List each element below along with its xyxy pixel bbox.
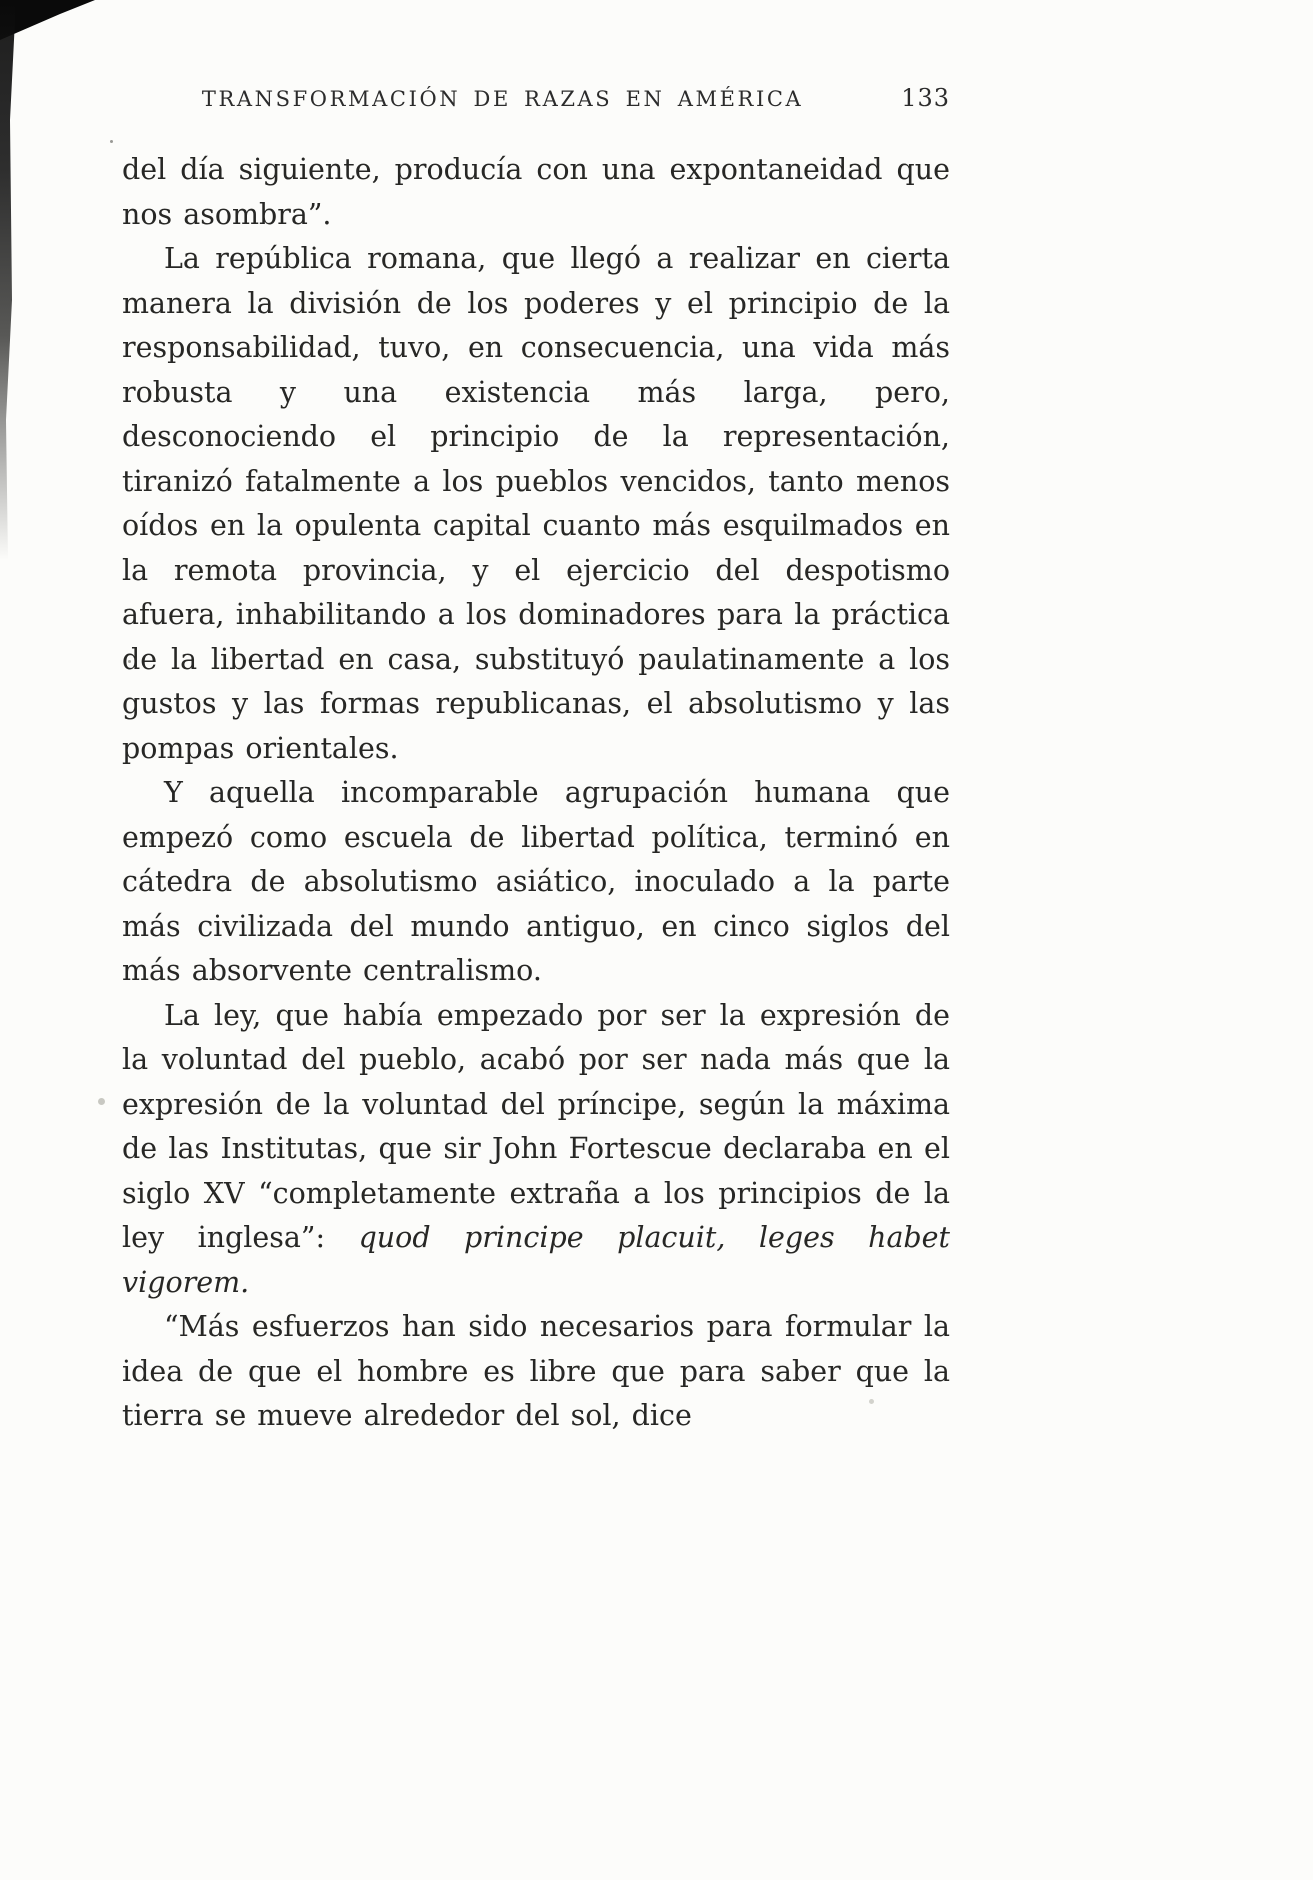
paragraph-text: del día siguiente, producía con una expontaneidad que nos asombra”. [122, 153, 950, 231]
scan-edge-artifact [0, 0, 16, 560]
paragraph [122, 148, 950, 237]
paragraph [122, 1305, 950, 1439]
paragraph-text: La ley, que había empezado por ser la expresión de la voluntad del pueblo, acabó por ser nada más que la expresión de la voluntad del príncipe, según la máxima de las Institutas, que sir John Fortescue declaraba en el siglo XV “completamente extraña a los principios de la ley inglesa”: [122, 998, 950, 1254]
paragraph [122, 237, 950, 771]
paragraph-text: “Más esfuerzos han sido necesarios para formular la idea de que el hombre es libre que para saber que la tierra se mueve alrededor del sol, dice [122, 1310, 950, 1432]
page-number: 133 [901, 84, 950, 112]
paragraph-text: Y aquella incomparable agrupación humana que empezó como escuela de libertad política, terminó en cátedra de absolutismo asiático, inoculado a la parte más civilizada del mundo antiguo, en cinco siglos del más absorvente centralismo. [122, 776, 950, 987]
page-body [122, 148, 950, 1439]
paragraph-text: La república romana, que llegó a realizar en cierta manera la división de los poderes y el principio de la responsabilidad, tuvo, en consecuencia, una vida más robusta y una existencia más larga, pero, desconociendo el principio de la representación, tiranizó fatalmente a los pueblos vencidos, tanto menos oídos en la opulenta capital cuanto más esquilmados en la remota provincia, y el ejercicio del despotismo afuera, inhabilitando a los dominadores para la práctica de la libertad en casa, substituyó paulatinamente a los gustos y las formas republicanas, el absolutismo y las pompas orientales. [122, 242, 950, 765]
paragraph [122, 771, 950, 994]
page-header [122, 84, 950, 112]
latin-phrase: quod principe placuit, leges habet vigorem. [122, 1221, 950, 1299]
scan-speck-artifact [110, 140, 113, 143]
paragraph [122, 994, 950, 1306]
running-title: TRANSFORMACIÓN DE RAZAS EN AMÉRICA [201, 87, 804, 111]
